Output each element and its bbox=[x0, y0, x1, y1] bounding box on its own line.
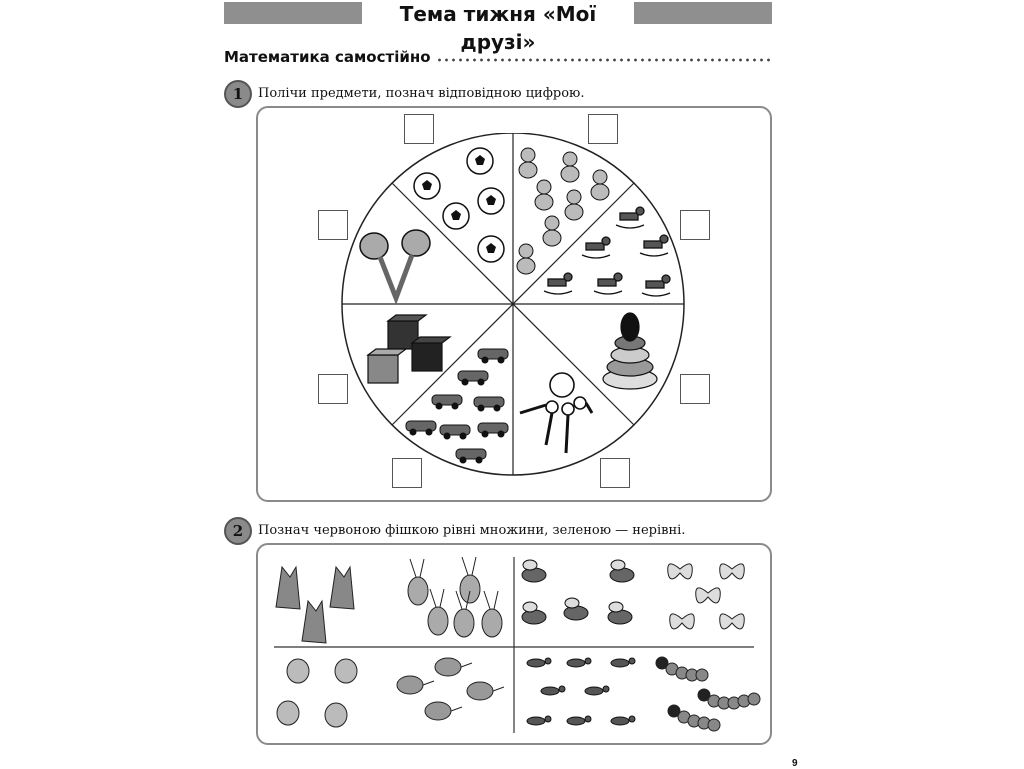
ant-icon bbox=[585, 686, 609, 695]
wolf-icon bbox=[302, 601, 326, 643]
hamster-icon bbox=[335, 659, 357, 683]
bee-icon bbox=[522, 560, 546, 582]
header-band-left bbox=[224, 2, 362, 24]
ant-icon bbox=[567, 716, 591, 725]
wolves-group bbox=[276, 567, 354, 643]
caterpillar-icon bbox=[668, 705, 720, 731]
counting-wheel bbox=[340, 133, 688, 479]
mouse-icon bbox=[467, 682, 504, 700]
ant-icon bbox=[611, 716, 635, 725]
header-band-right bbox=[634, 2, 772, 24]
soccer-ball-icon bbox=[478, 236, 504, 262]
bee-icon bbox=[564, 598, 588, 620]
bees-group bbox=[522, 560, 634, 624]
hare-icon bbox=[408, 559, 428, 605]
hamsters-group bbox=[277, 659, 357, 727]
bee-icon bbox=[610, 560, 634, 582]
mouse-icon bbox=[435, 658, 472, 676]
ant-icon bbox=[527, 658, 551, 667]
hare-icon bbox=[428, 589, 448, 635]
task-1-number: 1 bbox=[224, 80, 252, 108]
caterpillars-group bbox=[656, 657, 760, 731]
mice-group bbox=[397, 658, 504, 720]
soccer-ball-icon bbox=[414, 173, 440, 199]
task-2-instruction: Познач червоною фішкою рівні множини, зеленою — нерівні. bbox=[258, 523, 686, 538]
hamster-icon bbox=[287, 659, 309, 683]
hamster-icon bbox=[325, 703, 347, 727]
butterfly-icon bbox=[720, 614, 745, 629]
ant-icon bbox=[611, 658, 635, 667]
hare-icon bbox=[460, 557, 480, 603]
caterpillar-icon bbox=[656, 657, 708, 681]
hare-icon bbox=[482, 591, 502, 637]
hares-group bbox=[408, 557, 502, 637]
butterfly-icon bbox=[720, 564, 745, 579]
soccer-ball-icon bbox=[467, 148, 493, 174]
page-title: Тема тижня «Мої друзі» bbox=[399, 2, 597, 54]
section-title: Математика самостійно bbox=[224, 48, 431, 66]
butterfly-icon bbox=[668, 564, 693, 579]
task-2-number: 2 bbox=[224, 517, 252, 545]
ant-icon bbox=[567, 658, 591, 667]
wolf-icon bbox=[330, 567, 354, 609]
dotted-leader bbox=[436, 58, 772, 62]
mouse-icon bbox=[425, 702, 462, 720]
soccer-ball-icon bbox=[478, 188, 504, 214]
butterflies-group bbox=[668, 564, 745, 629]
ant-icon bbox=[527, 716, 551, 725]
task-1-instruction: Полічи предмети, познач відповідною цифрою. bbox=[258, 86, 585, 101]
soccer-ball-icon bbox=[443, 203, 469, 229]
hamster-icon bbox=[277, 701, 299, 725]
sets-grid bbox=[258, 545, 770, 743]
ant-icon bbox=[541, 686, 565, 695]
page-number: 9 bbox=[792, 758, 798, 769]
caterpillar-icon bbox=[698, 689, 760, 709]
bee-icon bbox=[522, 602, 546, 624]
butterfly-icon bbox=[670, 614, 695, 629]
bee-icon bbox=[608, 602, 632, 624]
ants-group bbox=[527, 658, 635, 725]
wolf-icon bbox=[276, 567, 300, 609]
butterfly-icon bbox=[696, 588, 721, 603]
mouse-icon bbox=[397, 676, 434, 694]
